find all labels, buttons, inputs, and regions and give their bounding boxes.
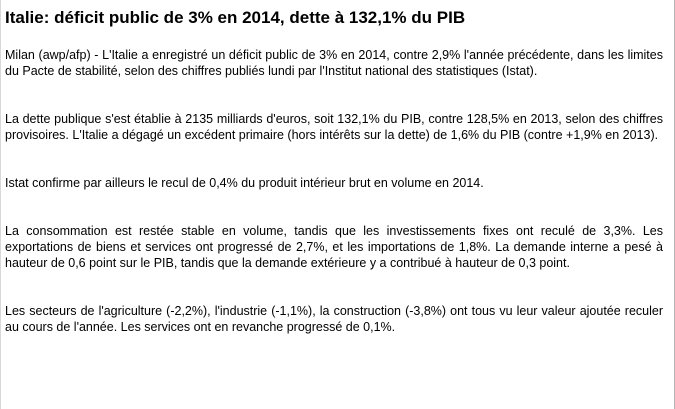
news-article: [5, 0, 663, 335]
article-title: Italie: déficit public de 3% en 2014, dette à 132,1% du PIB: [5, 8, 466, 27]
article-paragraph-4: La consommation est restée stable en volume, tandis que les investissements fixes ont reculé de 3,3%. Les exportations de biens et services ont progressé de 2,7%, et les importations de 1,8%. La demande interne a pesé à hauteur de 0,6 point sur le PIB, tandis que la demande extérieure y a contribué à hauteur de 0,3 point.: [5, 224, 663, 270]
article-paragraph-1: Milan (awp/afp) - L'Italie a enregistré un déficit public de 3% en 2014, contre 2,9% l'année précédente, dans les limites du Pacte de stabilité, selon des chiffres publiés lundi par l'Institut national des statistiques (Istat).: [5, 48, 663, 78]
article-paragraph-3: Istat confirme par ailleurs le recul de 0,4% du produit intérieur brut en volume en 2014.: [5, 176, 484, 190]
article-paragraph-5: Les secteurs de l'agriculture (-2,2%), l'industrie (-1,1%), la construction (-3,8%) ont tous vu leur valeur ajoutée reculer au cours de l'année. Les services ont en revanche progressé de 0,1%.: [5, 304, 663, 334]
article-paragraph-2: La dette publique s'est établie à 2135 milliards d'euros, soit 132,1% du PIB, contre 128,5% en 2013, selon des chiffres provisoires. L'Italie a dégagé un excédent primaire (hors intérêts sur la dette) de 1,6% du PIB (contre +1,9% en 2013).: [5, 112, 663, 142]
